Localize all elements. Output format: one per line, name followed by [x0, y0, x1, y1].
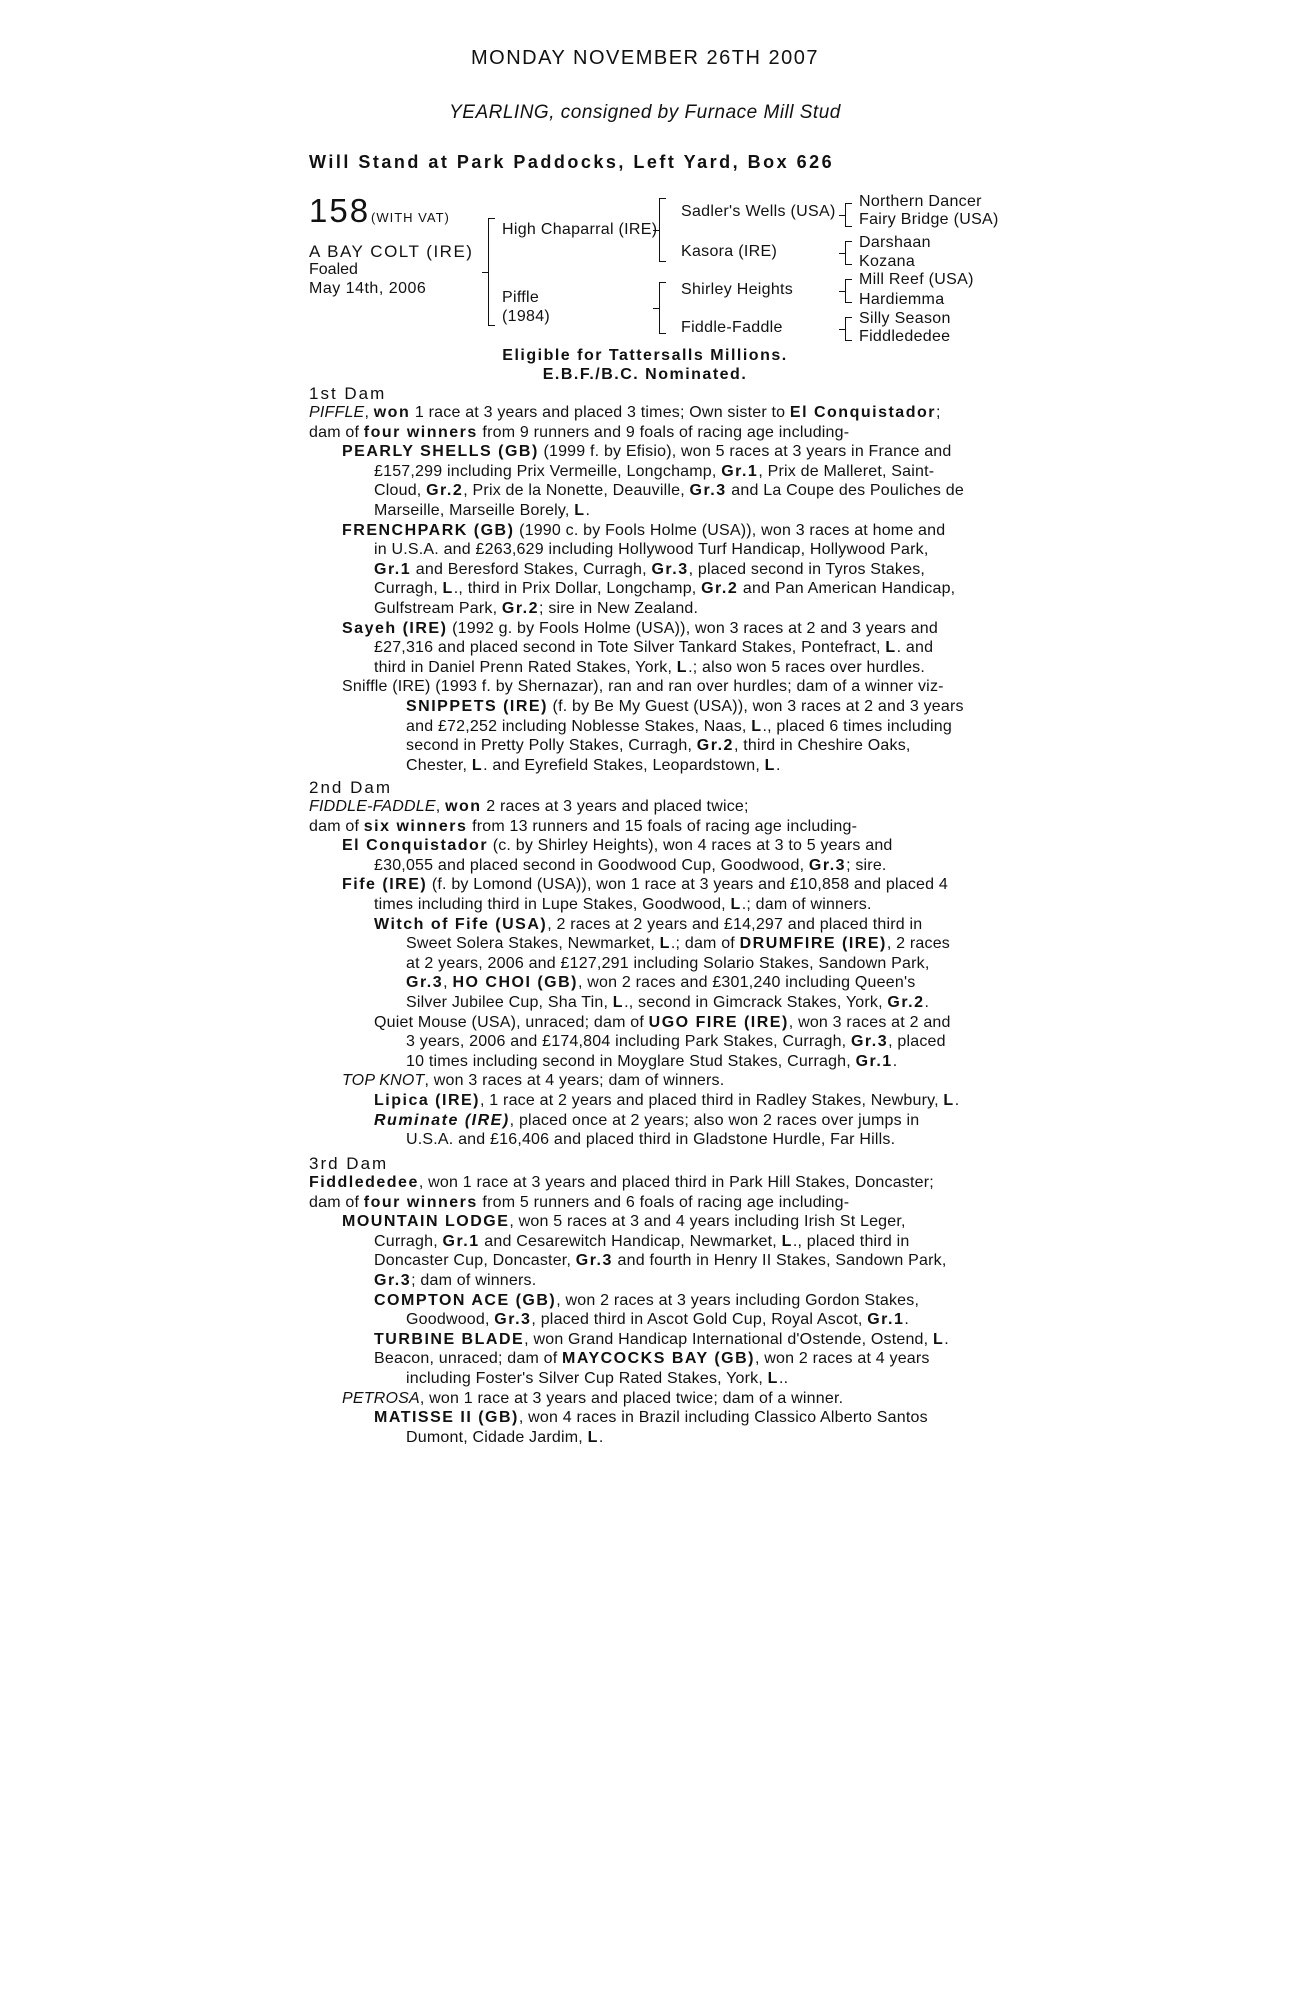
- text-run: Witch of Fife (USA): [374, 915, 548, 933]
- text-run: TURBINE BLADE: [374, 1330, 525, 1348]
- text-run: ; sire in New Zealand.: [539, 600, 699, 617]
- text-run: and Pan American Handicap,: [738, 580, 956, 598]
- text-run: U.S.A. and £16,406 and placed third in Gladstone Hurdle, Far Hills.: [406, 1131, 896, 1149]
- text-run: L: [659, 935, 671, 953]
- first-dam-line: [374, 540, 928, 560]
- first-dam-line: [309, 403, 941, 423]
- text-run: DRUMFIRE (IRE): [739, 935, 887, 953]
- text-run: , won 3 races at 2 and: [788, 1013, 951, 1031]
- text-run: Sweet Solera Stakes, Newmarket,: [406, 935, 660, 953]
- text-run: Gr.1: [374, 560, 412, 578]
- pedigree-brace-main: [488, 218, 495, 326]
- text-run: , won 2 races at 3 years including Gordon Stakes,: [556, 1291, 920, 1309]
- text-run: Chester,: [406, 756, 472, 774]
- text-run: Gr.3: [575, 1252, 613, 1270]
- third-dam-line: [309, 1193, 849, 1213]
- first-dam-heading: 1st Dam: [309, 384, 387, 403]
- second-dam-line: [374, 895, 872, 915]
- pedigree-dam: Piffle: [502, 289, 540, 306]
- text-run: L: [612, 994, 625, 1011]
- first-dam-line: [406, 736, 911, 756]
- third-dam-line: [406, 1310, 909, 1330]
- text-run: TOP KNOT: [342, 1072, 425, 1090]
- consignment-line: YEARLING, consigned by Furnace Mill Stud: [449, 102, 841, 123]
- stand-location: Will Stand at Park Paddocks, Left Yard, Box 626: [309, 152, 835, 172]
- text-run: MOUNTAIN LODGE: [342, 1213, 510, 1231]
- text-run: Gr.3: [406, 974, 444, 992]
- first-dam-line: [406, 697, 964, 717]
- text-run: , won 1 race at 3 years and placed third in Park Hill Stakes, Doncaster;: [418, 1174, 934, 1191]
- text-run: PEARLY SHELLS (GB): [342, 443, 539, 461]
- text-run: , placed third in Ascot Gold Cup, Royal Ascot,: [531, 1311, 868, 1329]
- text-run: ..: [778, 1370, 789, 1387]
- text-run: Gr.1: [442, 1232, 480, 1250]
- vat-label: (WITH VAT): [371, 210, 450, 225]
- first-dam-line: [374, 560, 925, 580]
- text-run: Goodwood,: [406, 1311, 495, 1329]
- pedigree-g8: Fiddlededee: [859, 328, 951, 345]
- text-run: .: [775, 756, 781, 774]
- third-dam-line: [374, 1251, 947, 1271]
- text-run: Gr.3: [651, 560, 689, 578]
- text-run: .; also won 5 races over hurdles.: [688, 658, 926, 676]
- text-run: , won Grand Handicap International d'Ostende, Ostend,: [524, 1330, 933, 1348]
- pedigree-brace-dam: [659, 282, 666, 334]
- text-run: , won 3 races at 4 years; dam of winners.: [424, 1072, 725, 1090]
- text-run: including Foster's Silver Cup Rated Stakes, York,: [406, 1370, 768, 1387]
- text-run: L: [885, 639, 897, 657]
- text-run: dam of: [309, 817, 364, 835]
- text-run: .; dam of: [670, 935, 740, 953]
- second-dam-line: [406, 1052, 897, 1072]
- second-dam-line: [374, 1091, 959, 1111]
- pedigree-dam-sire: Shirley Heights: [681, 281, 794, 298]
- pedigree-brace-g4: [845, 317, 852, 341]
- text-run: Cloud,: [374, 482, 427, 500]
- text-run: Gr.2: [887, 994, 925, 1011]
- text-run: El Conquistador: [342, 837, 489, 855]
- second-dam-line: [374, 856, 887, 876]
- text-run: FIDDLE-FADDLE: [309, 798, 436, 815]
- text-run: won: [445, 798, 482, 815]
- text-run: Gr.3: [850, 1033, 889, 1051]
- text-run: times including third in Lupe Stakes, Goodwood,: [374, 896, 731, 913]
- text-run: and £72,252 including Noblesse Stakes, Naas,: [406, 717, 752, 735]
- text-run: Gr.3: [374, 1272, 412, 1289]
- text-run: .; dam of winners.: [741, 896, 872, 913]
- text-run: Silver Jubilee Cup, Sha Tin,: [406, 994, 613, 1011]
- text-run: PIFFLE: [309, 404, 365, 421]
- second-dam-line: [406, 934, 950, 954]
- pedigree-brace-g2: [845, 241, 852, 265]
- first-dam-line: [406, 756, 781, 776]
- text-run: ,: [364, 404, 374, 421]
- text-run: MAYCOCKS BAY (GB): [562, 1350, 755, 1368]
- text-run: Fiddlededee: [309, 1174, 419, 1191]
- text-run: L: [574, 502, 586, 519]
- horse-name: A BAY COLT (IRE): [309, 242, 474, 261]
- text-run: Gr.2: [426, 482, 464, 500]
- text-run: Sayeh (IRE): [342, 619, 448, 637]
- first-dam-line: [342, 619, 938, 639]
- text-run: ., third in Prix Dollar, Longchamp,: [453, 580, 702, 598]
- pedigree-g7: Silly Season: [859, 310, 951, 327]
- pedigree-dam-dam: Fiddle-Faddle: [681, 319, 783, 336]
- pedigree-g2: Fairy Bridge (USA): [859, 211, 999, 228]
- text-run: ;: [935, 404, 941, 421]
- text-run: Dumont, Cidade Jardim,: [406, 1428, 588, 1446]
- text-run: L: [730, 896, 742, 913]
- second-dam-line: [406, 1032, 946, 1052]
- second-dam-line: [342, 875, 948, 895]
- first-dam-line: [374, 658, 925, 678]
- text-run: HO CHOI (GB): [452, 974, 578, 992]
- first-dam-line: [309, 423, 849, 443]
- text-run: ; dam of winners.: [411, 1272, 537, 1289]
- second-dam-line: [309, 797, 749, 817]
- text-run: L: [764, 756, 776, 774]
- text-run: ., second in Gimcrack Stakes, York,: [624, 994, 888, 1011]
- second-dam-line: [374, 915, 922, 935]
- text-run: Gr.3: [808, 856, 847, 874]
- text-run: ., placed 6 times including: [762, 717, 953, 735]
- third-dam-line: [406, 1428, 604, 1448]
- third-dam-heading: 3rd Dam: [309, 1154, 389, 1173]
- second-dam-line: [406, 993, 929, 1013]
- text-run: second in Pretty Polly Stakes, Curragh,: [406, 737, 697, 755]
- text-run: , placed: [888, 1033, 946, 1051]
- first-dam-line: [374, 501, 590, 521]
- text-run: L: [587, 1428, 599, 1446]
- pedigree-sire-sire: Sadler's Wells (USA): [681, 203, 836, 220]
- text-run: 1 race at 3 years and placed 3 times; Own sister to: [410, 404, 790, 421]
- text-run: .: [598, 1428, 604, 1446]
- text-run: L: [932, 1330, 945, 1348]
- text-run: SNIPPETS (IRE): [406, 698, 548, 715]
- text-run: COMPTON ACE (GB): [374, 1291, 557, 1309]
- text-run: Beacon, unraced; dam of: [374, 1350, 563, 1368]
- text-run: .: [944, 1330, 949, 1348]
- second-dam-line: [342, 1071, 724, 1091]
- text-run: £30,055 and placed second in Goodwood Cup, Goodwood,: [374, 856, 809, 874]
- text-run: Gr.2: [696, 737, 734, 755]
- first-dam-line: [342, 442, 952, 462]
- pedigree-brace-g3: [845, 279, 852, 303]
- lot-number: 158: [309, 192, 371, 229]
- first-dam-line: [342, 677, 944, 697]
- foaled-date: May 14th, 2006: [309, 280, 427, 297]
- text-run: , 2 races at 2 years and £14,297 and placed third in: [547, 915, 923, 933]
- text-run: . and Eyrefield Stakes, Leopardstown,: [483, 756, 765, 774]
- text-run: L: [767, 1370, 779, 1387]
- first-dam-line: [374, 638, 933, 658]
- text-run: (1999 f. by Efisio), won 5 races at 3 years in France and: [538, 443, 952, 461]
- third-dam-line: [374, 1291, 919, 1311]
- text-run: .: [924, 994, 930, 1011]
- third-dam-line: [374, 1330, 949, 1350]
- text-run: L: [676, 658, 689, 676]
- pedigree-brace-g1: [845, 203, 852, 227]
- text-run: , won 4 races in Brazil including Classico Alberto Santos: [518, 1409, 928, 1427]
- text-run: (1992 g. by Fools Holme (USA)), won 3 races at 2 and 3 years and: [447, 619, 938, 637]
- eligible-note: Eligible for Tattersalls Millions.: [502, 347, 788, 364]
- text-run: .: [954, 1092, 960, 1109]
- text-run: MATISSE II (GB): [374, 1409, 519, 1427]
- first-dam-line: [342, 521, 945, 541]
- text-run: Ruminate (IRE): [374, 1111, 510, 1129]
- text-run: Gr.3: [494, 1311, 532, 1329]
- text-run: L: [471, 756, 484, 774]
- text-run: ,: [435, 798, 446, 815]
- second-dam-heading: 2nd Dam: [309, 778, 392, 797]
- third-dam-line: [342, 1212, 906, 1232]
- text-run: , 2 races: [886, 935, 950, 953]
- second-dam-line: [406, 1130, 895, 1150]
- pedigree-brace-sire: [659, 198, 666, 262]
- text-run: Marseille, Marseille Borely,: [374, 502, 575, 519]
- text-run: L: [781, 1232, 793, 1250]
- second-dam-line: [342, 836, 893, 856]
- first-dam-line: [374, 599, 698, 619]
- text-run: L: [943, 1092, 955, 1109]
- text-run: .: [585, 502, 591, 519]
- text-run: ,: [443, 974, 453, 992]
- second-dam-line: [406, 954, 929, 974]
- text-run: , won 2 races and £301,240 including Queen's: [577, 974, 916, 992]
- text-run: (f. by Be My Guest (USA)), won 3 races at 2 and 3 years: [547, 698, 964, 715]
- text-run: ; sire.: [846, 856, 887, 874]
- text-run: £27,316 and placed second in Tote Silver Tankard Stakes, Pontefract,: [374, 639, 886, 657]
- text-run: Gr.1: [721, 462, 759, 480]
- pedigree-g6: Hardiemma: [859, 291, 945, 308]
- text-run: 3 years, 2006 and £174,804 including Park Stakes, Curragh,: [406, 1033, 851, 1051]
- first-dam-line: [374, 579, 955, 599]
- text-run: UGO FIRE (IRE): [648, 1013, 789, 1031]
- pedigree-dam-year: (1984): [502, 308, 551, 325]
- text-run: Fife (IRE): [342, 876, 428, 894]
- second-dam-line: [374, 1013, 951, 1033]
- pedigree-g4: Kozana: [859, 253, 916, 270]
- text-run: dam of: [309, 1193, 364, 1211]
- text-run: Gr.1: [855, 1052, 893, 1070]
- text-run: third in Daniel Prenn Rated Stakes, York,: [374, 658, 677, 676]
- text-run: Curragh,: [374, 580, 443, 598]
- text-run: Doncaster Cup, Doncaster,: [374, 1252, 576, 1270]
- text-run: El Conquistador: [789, 404, 936, 421]
- third-dam-line: [374, 1349, 930, 1369]
- second-dam-line: [309, 817, 857, 837]
- text-run: (1990 c. by Fools Holme (USA)), won 3 races at home and: [514, 521, 946, 539]
- text-run: .: [892, 1052, 898, 1070]
- third-dam-line: [406, 1369, 788, 1389]
- second-dam-line: [406, 973, 915, 993]
- text-run: from 5 runners and 6 foals of racing age including-: [477, 1193, 850, 1211]
- text-run: £157,299 including Prix Vermeille, Longchamp,: [374, 462, 722, 480]
- text-run: , placed second in Tyros Stakes,: [688, 560, 926, 578]
- pedigree-sire: High Chaparral (IRE): [502, 221, 658, 238]
- text-run: six winners: [363, 817, 468, 835]
- text-run: dam of: [309, 423, 364, 441]
- pedigree-sire-dam: Kasora (IRE): [681, 243, 778, 260]
- text-run: and Cesarewitch Handicap, Newmarket,: [479, 1232, 782, 1250]
- text-run: . and: [896, 639, 934, 657]
- text-run: (c. by Shirley Heights), won 4 races at 3 to 5 years and: [488, 837, 893, 855]
- text-run: , Prix de la Nonette, Deauville,: [463, 482, 690, 500]
- text-run: and fourth in Henry II Stakes, Sandown Park,: [612, 1252, 947, 1270]
- text-run: 10 times including second in Moyglare Stud Stakes, Curragh,: [406, 1052, 856, 1070]
- text-run: Sniffle (IRE) (1993 f. by Shernazar), ran and ran over hurdles; dam of a winner viz-: [342, 678, 944, 696]
- text-run: Lipica (IRE): [374, 1092, 481, 1109]
- third-dam-line: [342, 1389, 843, 1409]
- text-run: , won 5 races at 3 and 4 years including Irish St Leger,: [509, 1213, 906, 1231]
- text-run: ., placed third in: [792, 1232, 910, 1250]
- text-run: Gr.2: [501, 600, 540, 617]
- text-run: PETROSA: [342, 1389, 420, 1407]
- text-run: Gr.2: [701, 580, 739, 598]
- text-run: Gr.3: [689, 482, 727, 500]
- text-run: and Beresford Stakes, Curragh,: [411, 560, 652, 578]
- pedigree-g3: Darshaan: [859, 234, 931, 251]
- pedigree-g5: Mill Reef (USA): [859, 271, 974, 288]
- pedigree-g1: Northern Dancer: [859, 193, 982, 210]
- text-run: , won 1 race at 3 years and placed twice; dam of a winner.: [419, 1389, 844, 1407]
- third-dam-line: [374, 1271, 536, 1291]
- text-run: won: [373, 404, 411, 421]
- text-run: , placed once at 2 years; also won 2 races over jumps in: [509, 1111, 920, 1129]
- third-dam-line: [374, 1408, 928, 1428]
- text-run: four winners: [363, 1193, 478, 1211]
- text-run: L: [442, 580, 454, 598]
- third-dam-line: [374, 1232, 909, 1252]
- text-run: Quiet Mouse (USA), unraced; dam of: [374, 1013, 649, 1031]
- text-run: Gulfstream Park,: [374, 600, 502, 617]
- text-run: at 2 years, 2006 and £127,291 including Solario Stakes, Sandown Park,: [406, 954, 930, 972]
- text-run: , won 2 races at 4 years: [754, 1350, 930, 1368]
- text-run: L: [751, 717, 763, 735]
- text-run: (f. by Lomond (USA)), won 1 race at 3 years and £10,858 and placed 4: [427, 876, 948, 894]
- text-run: , third in Cheshire Oaks,: [733, 737, 911, 755]
- third-dam-line: [309, 1173, 934, 1193]
- first-dam-line: [374, 462, 934, 482]
- second-dam-line: [374, 1111, 919, 1131]
- text-run: Gr.1: [867, 1311, 905, 1329]
- first-dam-line: [374, 481, 964, 501]
- text-run: in U.S.A. and £263,629 including Hollywood Turf Handicap, Hollywood Park,: [374, 541, 929, 559]
- text-run: .: [904, 1311, 910, 1329]
- text-run: , Prix de Malleret, Saint-: [758, 462, 935, 480]
- text-run: FRENCHPARK (GB): [342, 521, 515, 539]
- text-run: four winners: [363, 423, 478, 441]
- text-run: and La Coupe des Pouliches de: [726, 482, 964, 500]
- first-dam-line: [406, 717, 952, 737]
- text-run: from 9 runners and 9 foals of racing age including-: [477, 423, 850, 441]
- text-run: 2 races at 3 years and placed twice;: [481, 798, 749, 815]
- sale-date: MONDAY NOVEMBER 26TH 2007: [471, 47, 819, 69]
- foaled-label: Foaled: [309, 261, 358, 278]
- nominated-note: E.B.F./B.C. Nominated.: [542, 366, 748, 383]
- text-run: , 1 race at 2 years and placed third in Radley Stakes, Newbury,: [480, 1092, 944, 1109]
- text-run: Curragh,: [374, 1232, 443, 1250]
- text-run: from 13 runners and 15 foals of racing age including-: [467, 817, 858, 835]
